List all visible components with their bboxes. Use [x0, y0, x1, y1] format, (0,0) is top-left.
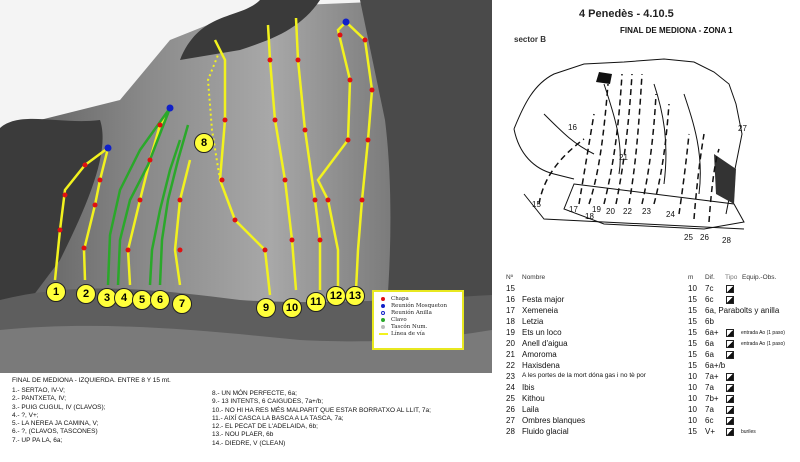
route-label-8: 8	[194, 133, 214, 153]
caption-route-line: 14.- DIEDRE, V (CLEAN)	[212, 439, 286, 447]
route-name: Haxisdena	[522, 361, 560, 370]
route-grade: V+	[705, 427, 716, 436]
header-m: m	[688, 274, 694, 281]
route-length: 15	[688, 350, 697, 359]
route-label-5: 5	[132, 290, 152, 310]
route-label-12: 12	[326, 286, 346, 306]
route-type-icon	[726, 417, 734, 425]
route-notes: entrada Ao (1 paso)	[741, 341, 785, 347]
header-dif: Dif.	[705, 274, 715, 281]
topo-label-17: 17	[569, 205, 578, 214]
caption-route-line: 8.- UN MÓN PERFECTE, 6a;	[212, 390, 297, 397]
topo-label-24: 24	[666, 210, 675, 219]
route-label-7: 7	[172, 294, 192, 314]
route-grade: 6a	[705, 350, 714, 359]
route-grade: 6c	[705, 416, 714, 425]
legend-label: Chapa	[391, 295, 409, 302]
topo-shadow	[596, 72, 736, 204]
header-obs: Equip.-Obs.	[742, 274, 777, 281]
route-label-1: 1	[46, 282, 66, 302]
route-length: 10	[688, 394, 697, 403]
topo-label-23: 23	[642, 207, 651, 216]
route-length: 10	[688, 372, 697, 381]
route-name: Laila	[522, 405, 539, 414]
topo-label-20: 20	[606, 207, 615, 216]
route-length: 15	[688, 306, 697, 315]
caption-route-line: 4.- ?, V+;	[12, 411, 39, 419]
caption-title: FINAL DE MEDIONA - IZQUIERDA. ENTRE 8 Y 15 mt.	[12, 377, 171, 384]
route-label-2: 2	[76, 284, 96, 304]
route-label-10: 10	[282, 298, 302, 318]
caption-route-line: 6.- ?, (CLAVOS, TASCONES)	[12, 428, 98, 436]
route-grade: 6b	[705, 317, 714, 326]
header-num: Nº	[506, 274, 514, 281]
route-number: 17	[506, 306, 515, 315]
route-length: 15	[688, 427, 697, 436]
legend-item	[378, 323, 458, 330]
route-type-icon	[726, 406, 734, 414]
route-length: 10	[688, 383, 697, 392]
table-row	[506, 416, 800, 427]
table-row	[506, 405, 800, 416]
route-number: 24	[506, 383, 515, 392]
route-label-6: 6	[150, 290, 170, 310]
caption-route-line: 12.- EL PECAT DE L'ADELAIDA, 6b;	[212, 423, 318, 431]
sector-title: FINAL DE MEDIONA - ZONA 1	[620, 26, 733, 35]
topo-label-18: 18	[585, 212, 594, 221]
legend-label: Clavo	[391, 316, 407, 323]
route-number: 19	[506, 328, 515, 337]
legend-item	[378, 302, 458, 309]
route-type-icon	[726, 285, 734, 293]
topo-label-15: 15	[532, 200, 541, 209]
route-type-icon	[726, 351, 734, 359]
route-name: Letzia	[522, 317, 544, 326]
header-name: Nombre	[522, 274, 546, 281]
route-grade: 6a+	[705, 328, 719, 337]
guide-reference: 4 Penedès - 4.10.5	[579, 8, 674, 20]
caption-route-line: 13.- NOU PLAER, 6b	[212, 431, 274, 439]
table-row	[506, 317, 800, 328]
caption-route-line: 10.- NO HI HA RES MÉS MALPARIT QUE ESTAR BORRATXO AL LLIT, 7a;	[212, 406, 431, 414]
legend-item	[378, 295, 458, 302]
route-name: Xemeneia	[522, 306, 559, 315]
route-number: 21	[506, 350, 515, 359]
topo-label-25: 25	[684, 233, 693, 242]
legend-symbol	[378, 311, 388, 315]
table-row	[506, 328, 800, 339]
route-grade: 6a+/b	[705, 361, 726, 370]
caption-route-line: 3.- PUIG CUGUL, IV (CLAVOS);	[12, 403, 106, 411]
route-notes: entrada Ao (1 paso)	[741, 330, 785, 336]
route-length: 15	[688, 339, 697, 348]
route-name: Amoroma	[522, 350, 557, 359]
caption-route-line: 11.- AIXÍ CASCA LA BASCA A LA TASCA, 7a;	[212, 414, 344, 422]
route-name: Ombres blanques	[522, 416, 586, 425]
route-length: 15	[688, 328, 697, 337]
table-row	[506, 372, 800, 383]
route-grade: 7b+	[705, 394, 719, 403]
caption-route-line: 2.- PANTXETA, IV;	[12, 395, 67, 403]
route-name: Ets un loco	[522, 328, 562, 337]
route-label-11: 11	[306, 292, 326, 312]
route-number: 25	[506, 394, 515, 403]
legend-item	[378, 330, 458, 337]
caption-left-column	[12, 387, 105, 445]
route-number: 27	[506, 416, 515, 425]
route-number: 23	[506, 372, 515, 381]
route-type-icon	[726, 428, 734, 436]
crag-photo	[0, 0, 492, 373]
topo-route-lines	[539, 74, 719, 222]
route-notes: buriles	[741, 429, 756, 435]
route-type-icon	[726, 395, 734, 403]
route-length: 10	[688, 405, 697, 414]
route-name: A les portes de la mort dóna gas i no tè por	[522, 372, 646, 379]
route-grade: 7a	[705, 383, 714, 392]
route-number: 22	[506, 361, 515, 370]
route-type-icon	[726, 384, 734, 392]
route-label-4: 4	[114, 288, 134, 308]
route-type-icon	[726, 296, 734, 304]
table-row	[506, 383, 800, 394]
legend-symbol	[378, 333, 388, 335]
route-grade: 6c	[705, 295, 714, 304]
legend-label: Reunión Anilla	[391, 309, 432, 316]
route-name: Festa major	[522, 295, 565, 304]
route-type-icon	[726, 340, 734, 348]
legend-symbol	[378, 297, 388, 301]
topo-label-26: 26	[700, 233, 709, 242]
route-name: Ibis	[522, 383, 535, 392]
route-number: 16	[506, 295, 515, 304]
route-type-icon	[726, 329, 734, 337]
legend-symbol	[378, 325, 388, 329]
route-grade: 7c	[705, 284, 714, 293]
sector-name: sector B	[514, 35, 547, 44]
route-grade: 6a, Parabolts y anilla	[705, 306, 780, 315]
table-row	[506, 306, 800, 317]
route-type-icon	[726, 373, 734, 381]
route-name: Anell d'aigua	[522, 339, 568, 348]
legend-item	[378, 309, 458, 316]
topo-label-27: 27	[738, 124, 747, 133]
legend-label: Reunión Mosqueton	[391, 302, 447, 309]
table-row	[506, 394, 800, 405]
caption-route-line: 1.- SERTAO, IV-V;	[12, 387, 65, 394]
caption-route-line: 7.- UP PA LA, 6a;	[12, 436, 63, 444]
topo-label-21: 21	[619, 153, 628, 162]
route-grade: 7a	[705, 405, 714, 414]
table-row	[506, 427, 800, 438]
caption-route-line: 9.- 13 INTENTS, 6 CAIGUDES, 7a+/b;	[212, 398, 324, 406]
route-number: 20	[506, 339, 515, 348]
route-grade: 6a	[705, 339, 714, 348]
route-caption	[12, 377, 492, 462]
route-name: Kithou	[522, 394, 545, 403]
table-row	[506, 284, 800, 295]
caption-route-line: 5.- LA NEREA JA CAMINA, V;	[12, 420, 99, 428]
table-row	[506, 350, 800, 361]
table-row	[506, 295, 800, 306]
topo-label-16: 16	[568, 123, 577, 132]
route-label-13: 13	[345, 286, 365, 306]
topo-panel	[492, 0, 800, 462]
caption-right-column	[212, 390, 431, 448]
route-label-3: 3	[97, 288, 117, 308]
legend-item	[378, 316, 458, 323]
legend-label: Línea de vía	[391, 330, 425, 337]
legend-label: Tascón Num.	[391, 323, 428, 330]
topo-label-19: 19	[592, 205, 601, 214]
topo-label-28: 28	[722, 236, 731, 245]
route-label-9: 9	[256, 298, 276, 318]
route-number: 26	[506, 405, 515, 414]
legend-symbol	[378, 318, 388, 322]
route-length: 15	[688, 295, 697, 304]
topo-label-22: 22	[623, 207, 632, 216]
route-length: 10	[688, 284, 697, 293]
legend-symbol	[378, 304, 388, 308]
route-number: 28	[506, 427, 515, 436]
route-length: 15	[688, 317, 697, 326]
table-row	[506, 361, 800, 372]
route-grade: 7a+	[705, 372, 719, 381]
route-name: Fluido glacial	[522, 427, 569, 436]
route-number: 18	[506, 317, 515, 326]
route-length: 15	[688, 361, 697, 370]
route-number: 15	[506, 284, 515, 293]
route-length: 10	[688, 416, 697, 425]
table-row	[506, 339, 800, 350]
topo-drawing	[504, 44, 774, 254]
map-legend	[372, 290, 464, 350]
header-tipo: Tipo	[725, 274, 738, 281]
